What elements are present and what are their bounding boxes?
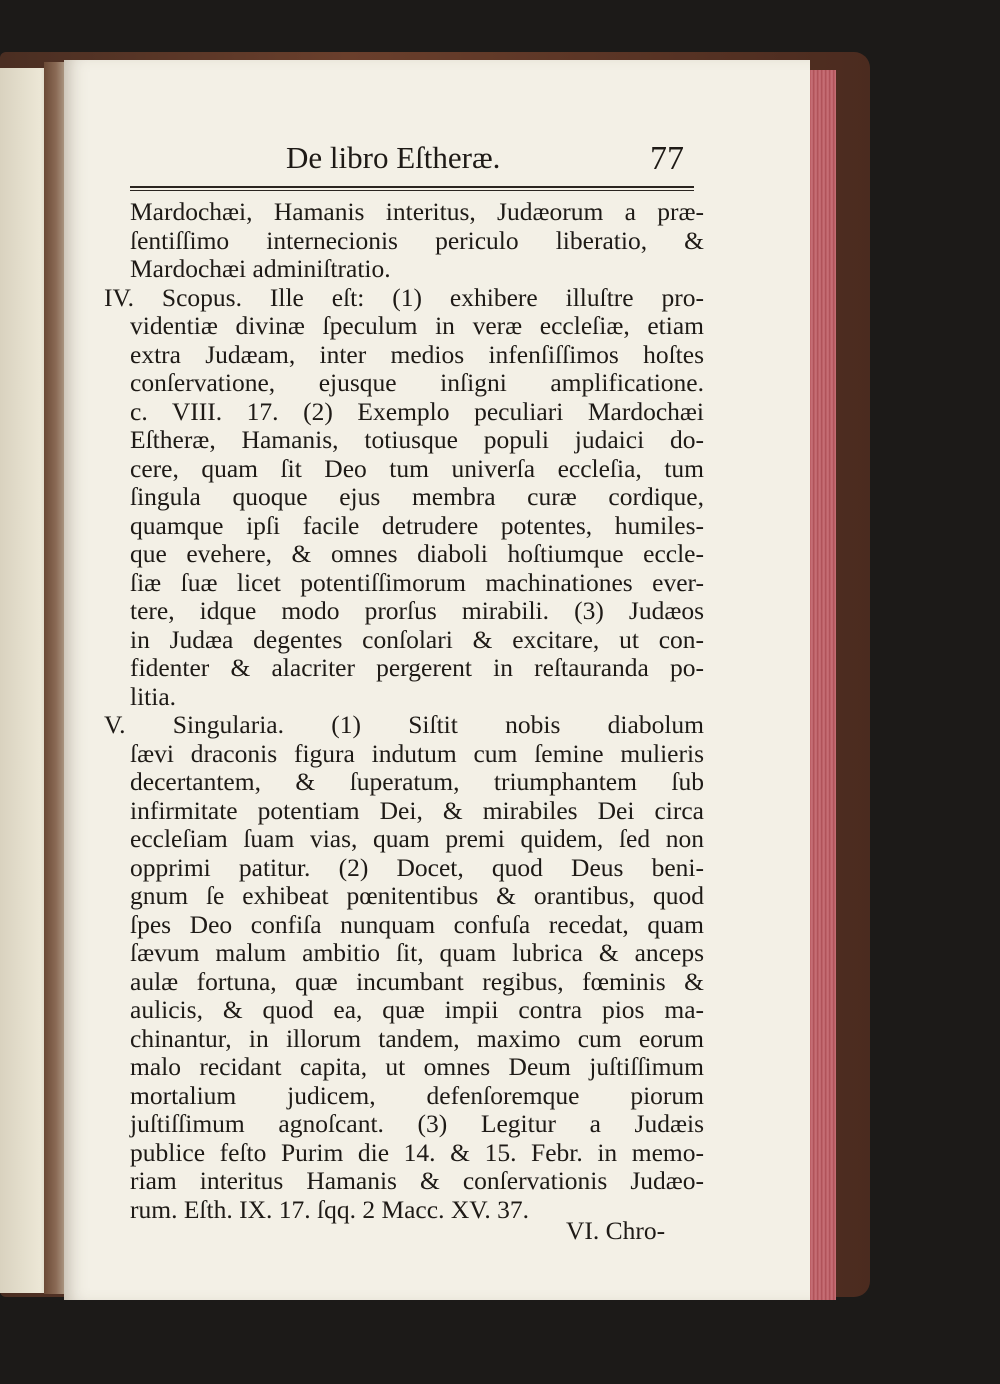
- text-line: ſævum malum ambitio ſit, quam lubrica & anceps: [130, 938, 704, 967]
- text-line: juſtiſſimum agnoſcant. (3) Legitur a Judæis: [130, 1109, 704, 1138]
- text-line: chinantur, in illorum tandem, maximo cum eorum: [130, 1023, 704, 1053]
- catchword: VI. Chro-: [566, 1216, 666, 1245]
- header-rule: [130, 186, 694, 188]
- text-line: aulæ fortuna, quæ incumbant regibus, fœminis &: [130, 966, 704, 996]
- text-line: ſpes Deo confiſa nunquam confuſa recedat, quam: [130, 909, 704, 939]
- text-line: infirmitate potentiam Dei, & mirabiles Dei circa: [130, 795, 704, 825]
- body-text: [104, 198, 704, 1224]
- text-line: ſiæ ſuæ licet potentiſſimorum machinationes ever-: [130, 567, 704, 597]
- text-line: gnum ſe exhibeat pœnitentibus & orantibus, quod: [130, 881, 704, 910]
- text-line: in Judæa degentes conſolari & excitare, ut con-: [130, 624, 704, 654]
- text-line: ſævi draconis figura indutum cum ſemine mulieris: [130, 738, 704, 768]
- text-line: aulicis, & quod ea, quæ impii contra pios ma-: [130, 995, 704, 1024]
- page-edges: [806, 70, 836, 1300]
- text-line: ſingula quoque ejus membra curæ cordique,: [130, 482, 704, 511]
- text-line: eccleſiam ſuam vias, quam premi quidem, ſed non: [130, 824, 704, 853]
- text-line: que evehere, & omnes diaboli hoſtiumque eccle-: [130, 539, 704, 568]
- text-line: videntiæ divinæ ſpeculum in veræ eccleſiæ, etiam: [130, 311, 704, 340]
- text-line: c. VIII. 17. (2) Exemplo peculiari Mardochæi: [130, 396, 704, 426]
- text-line: rum. Eſth. IX. 17. ſqq. 2 Macc. XV. 37.: [130, 1194, 529, 1224]
- text-line: fidenter & alacriter pergerent in reſtauranda po-: [130, 653, 704, 682]
- text-line: ſentiſſimo internecionis periculo liberatio, &: [130, 225, 704, 255]
- text-line: Mardochæi adminiſtratio.: [130, 254, 391, 283]
- text-line: Eſtheræ, Hamanis, totiusque populi judaici do-: [130, 425, 704, 454]
- text-line: opprimi patitur. (2) Docet, quod Deus beni-: [130, 852, 704, 882]
- running-title: De libro Eſtheræ.: [286, 140, 501, 175]
- text-line: quamque ipſi facile detrudere potentes, humiles-: [130, 510, 704, 540]
- text-line: extra Judæam, inter medios infenſiſſimos hoſtes: [130, 339, 704, 369]
- text-line: cere, quam ſit Deo tum univerſa eccleſia, tum: [130, 453, 704, 483]
- text-line: decertantem, & ſuperatum, triumphantem ſub: [130, 767, 704, 796]
- header-rule-thin: [130, 190, 694, 191]
- text-line: malo recidant capita, ut omnes Deum juſtiſſimum: [130, 1052, 704, 1081]
- page-number: 77: [650, 140, 684, 177]
- text-line: conſervatione, ejusque inſigni amplificatione.: [130, 368, 704, 397]
- text-line: publice feſto Purim die 14. & 15. Febr. in memo-: [130, 1137, 704, 1167]
- text-line: riam interitus Hamanis & conſervationis Judæo-: [130, 1166, 704, 1195]
- text-line: litia.: [130, 681, 177, 711]
- text-line: Mardochæi, Hamanis interitus, Judæorum a præ-: [130, 197, 704, 226]
- text-line: tere, idque modo prorſus mirabili. (3) Judæos: [130, 596, 704, 625]
- text-line: V. Singularia. (1) Siſtit nobis diabolum: [104, 710, 704, 739]
- text-line: IV. Scopus. Ille eſt: (1) exhibere illuſtre pro-: [104, 282, 704, 312]
- text-line: mortalium judicem, defenſoremque piorum: [130, 1080, 704, 1110]
